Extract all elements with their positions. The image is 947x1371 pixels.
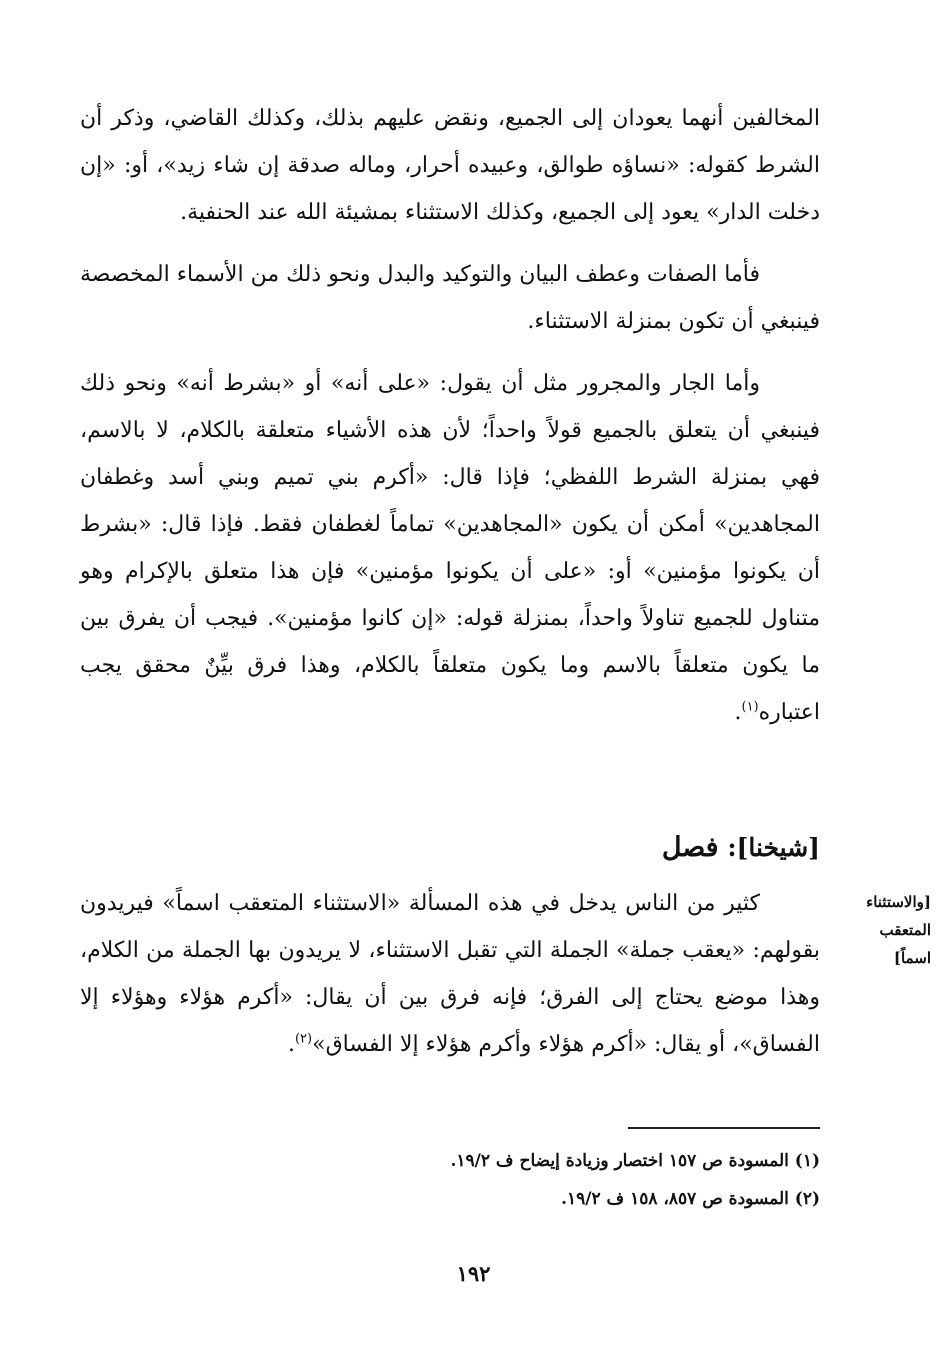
page-number: ١٩٢ <box>456 1261 491 1286</box>
section-heading-bracket: [شيخنا]: <box>727 833 820 862</box>
footnote-2: (٢) المسودة ص ٨٥٧، ١٥٨ ف ١٩/٢. <box>561 1189 820 1209</box>
footnotes <box>80 1142 820 1218</box>
paragraph-2: فأما الصفات وعطف البيان والتوكيد والبدل ونحو ذلك من الأسماء المخصصة فينبغي أن تكون بمنزلة الاستثناء. <box>80 262 820 334</box>
section-heading-word: فصل <box>661 832 719 863</box>
section-paragraph-end: . <box>287 1032 295 1057</box>
paragraph-3-text: وأما الجار والمجرور مثل أن يقول: «على أنه» أو «بشرط أنه» ونحو ذلك فينبغي أن يتعلق بالجميع قولاً واحداً؛ لأن هذه الأشياء متعلقة بالكلام، لا بالاسم، فهي بمنزلة الشرط اللفظي؛ فإذا قال: «أكرم بني تميم وبني أسد وغطفان المجاهدين» أمكن أن يكون «المجاهدين» تماماً لغطفان فقط. فإذا قال: «بشرط أن يكونوا مؤمنين» أو: «على أن يكونوا مؤمنين» فإن هذا متعلق بالإكرام وهو متناول للجميع تناولاً واحداً، بمنزلة قوله: «إن كانوا مؤمنين». فيجب أن يفرق بين ما يكون متعلقاً بالاسم وما يكون متعلقاً بالكلام، وهذا فرق بيِّنٌ محقق يجب اعتباره <box>80 371 820 725</box>
footnote-1: (١) المسودة ص ١٥٧ اختصار وزيادة إيضاح ف ١٩/٢. <box>450 1151 820 1171</box>
section-heading <box>662 828 820 868</box>
footnote-divider <box>628 1127 820 1129</box>
paragraph-3 <box>80 360 820 736</box>
footnote-ref-2[interactable]: (٢) <box>294 1031 313 1047</box>
main-text <box>80 95 820 736</box>
paragraph-1: المخالفين أنهما يعودان إلى الجميع، ونقض عليهم بذلك، وكذلك القاضي، وذكر أن الشرط كقوله: «نساؤه طوالق، وعبيده أحرار، وماله صدقة إن شاء زيد»، أو: «إن دخلت الدار» يعود إلى الجميع، وكذلك الاستثناء بمشيئة الله عند الحنفية. <box>80 106 820 225</box>
section-paragraph <box>80 880 820 1068</box>
margin-note-line-1: [والاستثناء <box>866 893 931 911</box>
paragraph-3-end: . <box>734 700 742 725</box>
margin-note <box>831 888 931 972</box>
section-text <box>80 880 820 1068</box>
margin-note-line-3: اسماً] <box>893 949 931 967</box>
margin-note-line-2: المتعقب <box>879 921 931 939</box>
section-paragraph-text: كثير من الناس يدخل في هذه المسألة «الاستثناء المتعقب اسماً» فيريدون بقولهم: «يعقب جملة» الجملة التي تقبل الاستثناء، لا يريدون بها الجملة من الكلام، وهذا موضع يحتاج إلى الفرق؛ فإنه فرق بين أن يقال: «أكرم هؤلاء وهؤلاء إلا الفساق»، أو يقال: «أكرم هؤلاء وأكرم هؤلاء إلا الفساق» <box>80 891 820 1057</box>
footnote-ref-1[interactable]: (١) <box>741 699 759 715</box>
